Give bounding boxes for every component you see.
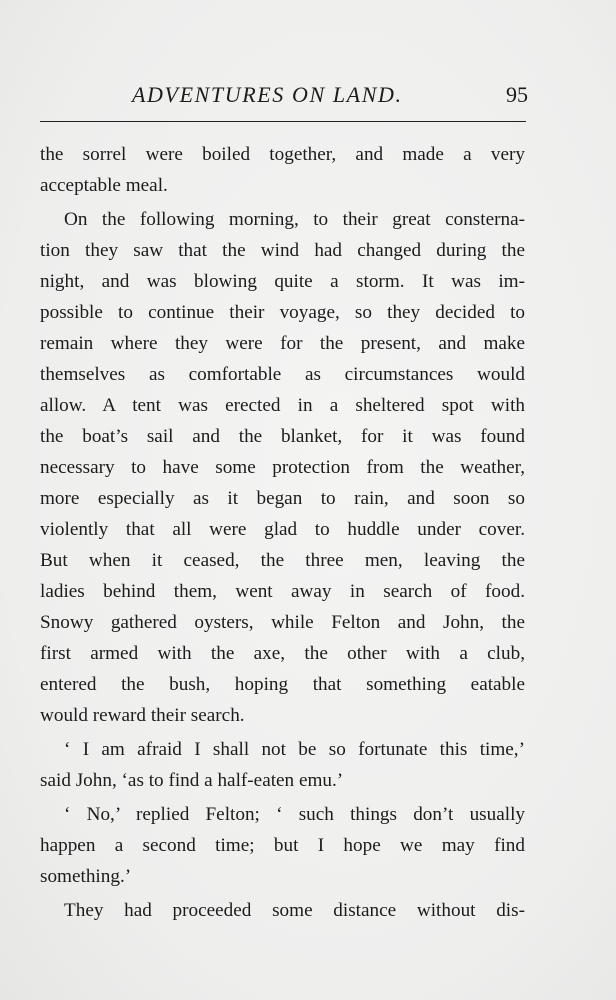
text-line: allow. A tent was erected in a sheltered spot with xyxy=(40,395,525,416)
text-line: violently that all were glad to huddle under cover. xyxy=(40,519,525,540)
text-line: themselves as comfortable as circumstances would xyxy=(40,364,525,385)
text-line: more especially as it began to rain, and soon so xyxy=(40,488,525,509)
text-line: possible to continue their voyage, so they decided to xyxy=(40,302,525,323)
text-line: the boat’s sail and the blanket, for it was found xyxy=(40,426,525,447)
paragraph-start-line: They had proceeded some distance without dis- xyxy=(64,900,525,921)
text-line: acceptable meal. xyxy=(40,175,168,196)
body-text xyxy=(40,139,525,926)
text-line: But when it ceased, the three men, leaving the xyxy=(40,550,525,571)
header-rule xyxy=(40,121,526,122)
text-line: said John, ‘as to find a half-eaten emu.’ xyxy=(40,770,344,791)
running-head: ADVENTURES ON LAND. xyxy=(132,82,403,107)
paragraph-start-line: ‘ No,’ replied Felton; ‘ such things don’t usually xyxy=(64,804,525,825)
text-line: ladies behind them, went away in search of food. xyxy=(40,581,525,602)
text-line: the sorrel were boiled together, and made a very xyxy=(40,144,525,165)
text-line: tion they saw that the wind had changed during the xyxy=(40,240,525,261)
text-line: happen a second time; but I hope we may find xyxy=(40,835,525,856)
paragraph-start-line: On the following morning, to their great consterna- xyxy=(64,209,525,230)
text-line: necessary to have some protection from the weather, xyxy=(40,457,525,478)
page-header xyxy=(40,82,528,112)
text-line: would reward their search. xyxy=(40,705,245,726)
text-line: remain where they were for the present, and make xyxy=(40,333,525,354)
page-number: 95 xyxy=(506,82,528,107)
text-line: Snowy gathered oysters, while Felton and John, the xyxy=(40,612,525,633)
text-line: first armed with the axe, the other with a club, xyxy=(40,643,525,664)
paragraph-start-line: ‘ I am afraid I shall not be so fortunate this time,’ xyxy=(64,739,525,760)
text-line: night, and was blowing quite a storm. It was im- xyxy=(40,271,525,292)
text-line: entered the bush, hoping that something eatable xyxy=(40,674,525,695)
text-line: something.’ xyxy=(40,866,132,887)
